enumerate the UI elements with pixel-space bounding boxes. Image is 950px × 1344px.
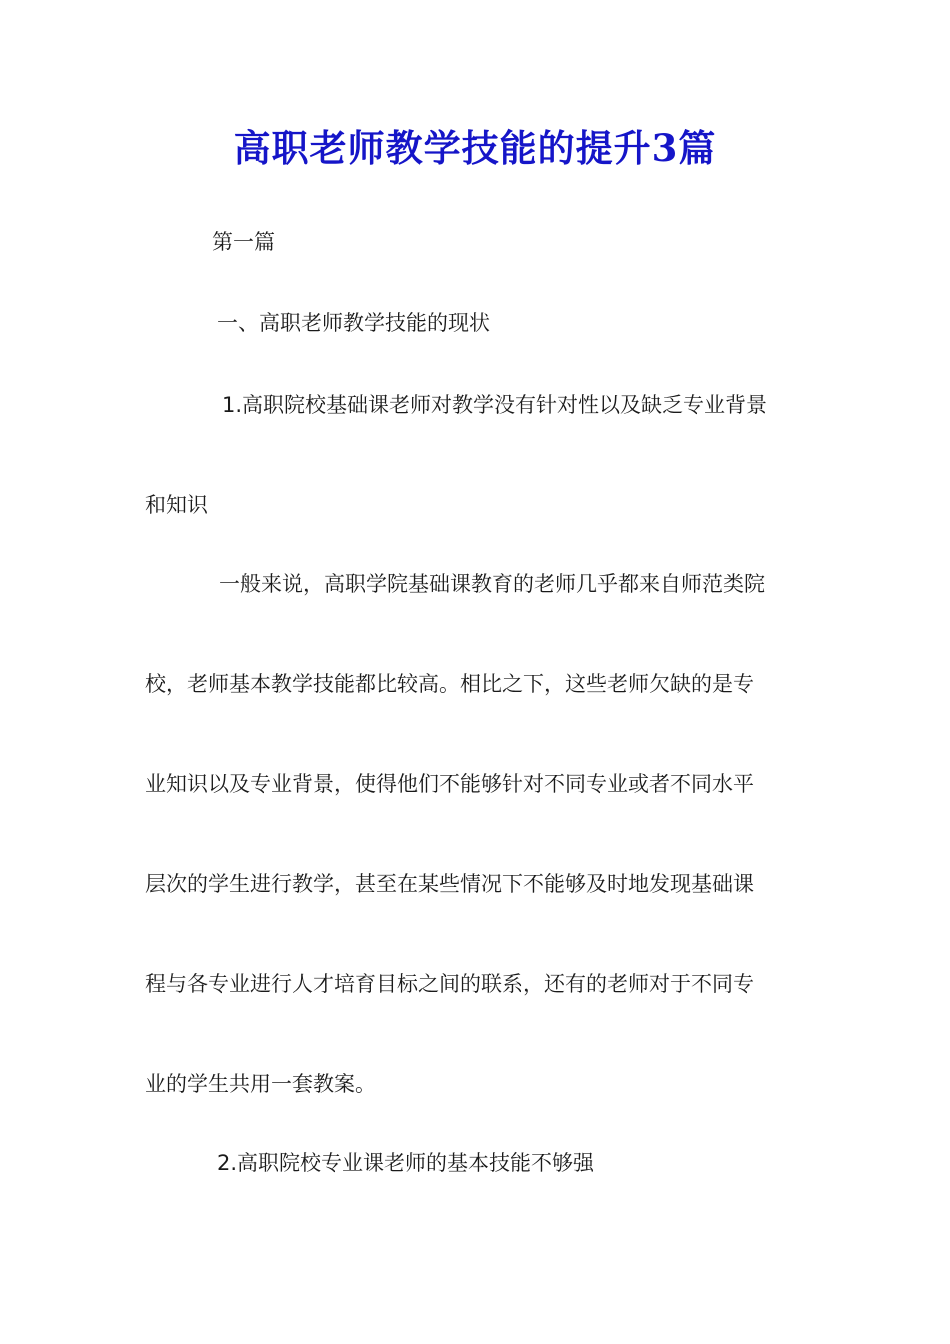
paragraph-line: 程与各专业进行人才培育目标之间的联系，还有的老师对于不同专: [145, 972, 754, 996]
item-2-block: [145, 1113, 810, 1213]
item-2-line: 2.高职院校专业课老师的基本技能不够强: [217, 1151, 595, 1175]
item-1-line: 1.高职院校基础课老师对教学没有针对性以及缺乏专业背景: [222, 393, 768, 417]
section-heading: 一、高职老师教学技能的现状: [217, 311, 490, 335]
body-paragraph: [145, 534, 810, 1134]
section-label: 第一篇: [212, 230, 275, 254]
paragraph-line: 一般来说，高职学院基础课教育的老师几乎都来自师范类院: [219, 572, 765, 596]
paragraph-line: 层次的学生进行教学，甚至在某些情况下不能够及时地发现基础课: [145, 872, 754, 896]
paragraph-line: 业的学生共用一套教案。: [145, 1072, 376, 1096]
paragraph-line: 业知识以及专业背景，使得他们不能够针对不同专业或者不同水平: [145, 772, 754, 796]
document-title: 高职老师教学技能的提升3篇: [233, 126, 717, 170]
item-1-block: [145, 355, 810, 555]
item-1-line: 和知识: [145, 493, 208, 517]
paragraph-line: 校，老师基本教学技能都比较高。相比之下，这些老师欠缺的是专: [145, 672, 754, 696]
